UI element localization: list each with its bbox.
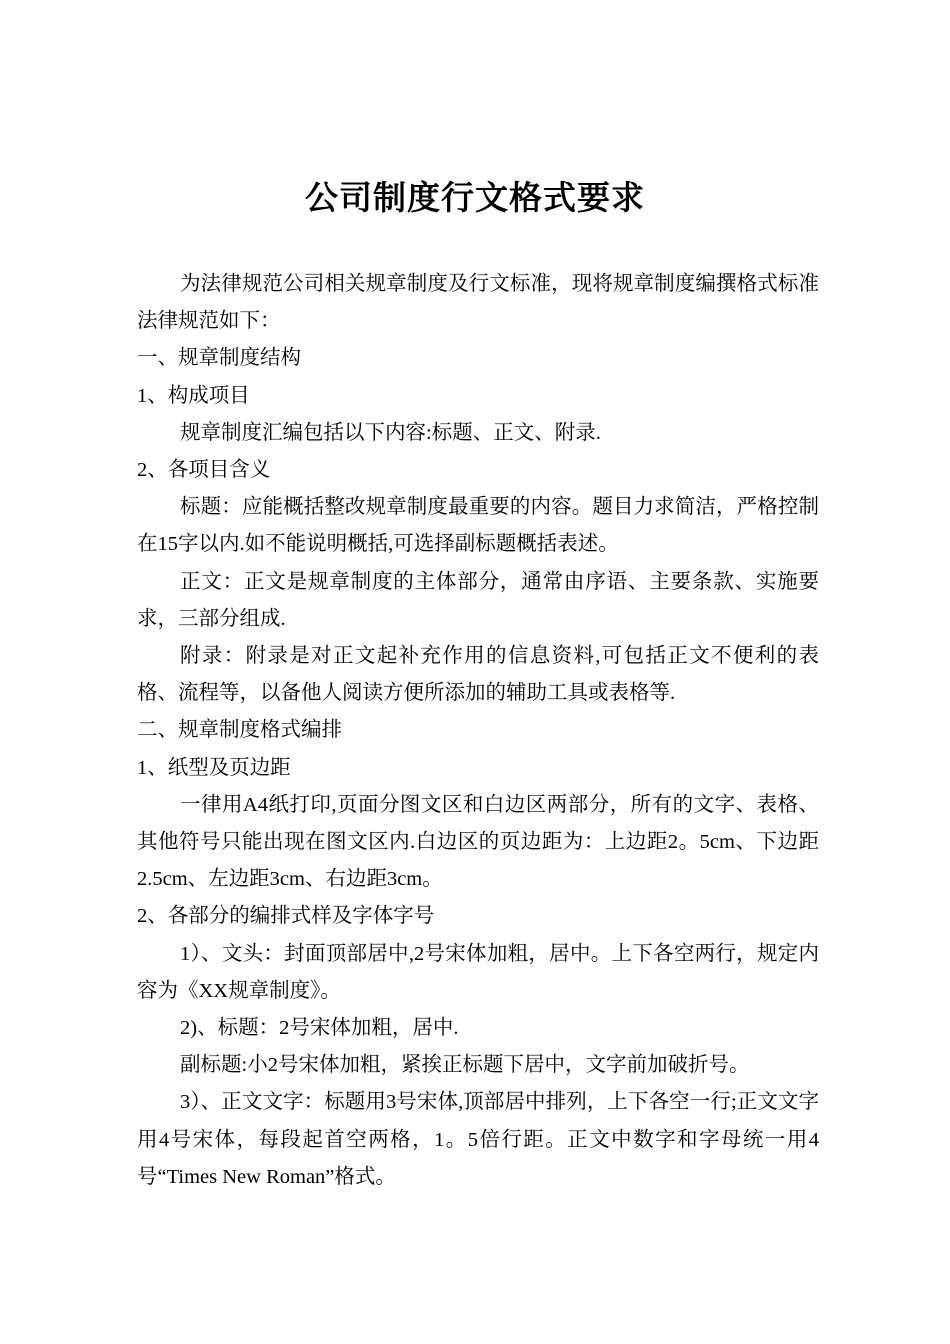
subsection-heading-2-2: 2、各部分的编排式样及字体字号 [137,905,435,928]
paragraph-title-meaning: 标题：应能概括整改规章制度最重要的内容。题目力求简洁，严格控制在15字以内.如不能说明概括,可选择副标题概括表述。 [137,496,819,556]
paragraph-composition: 规章制度汇编包括以下内容:标题、正文、附录. [180,421,601,444]
document-body [137,266,819,1196]
subsection-heading-1-2: 2、各项目含义 [137,459,271,482]
subsection-heading-2-1: 1、纸型及页边距 [137,756,291,779]
section-heading-1: 一、规章制度结构 [137,347,301,370]
document-title: 公司制度行文格式要求 [305,181,645,217]
subsection-heading-1-1: 1、构成项目 [137,384,250,407]
paragraph-appendix-meaning: 附录：附录是对正文起补充作用的信息资料,可包括正文不便利的表格、流程等，以备他人阅读方便所添加的辅助工具或表格等. [137,645,819,705]
paragraph-title-format: 2)、标题：2号宋体加粗，居中. [180,1017,459,1040]
paragraph-body-text-format: 3）、正文文字：标题用3号宋体,顶部居中排列，上下各空一行;正文文字用4号宋体，每段起首空两格，1。5倍行距。正文中数字和字母统一用4号“Times New Roman”格式。 [137,1091,819,1188]
section-heading-2: 二、规章制度格式编排 [137,719,342,742]
paragraph-paper-margins: 一律用A4纸打印,页面分图文区和白边区两部分，所有的文字、表格、其他符号只能出现在图文区内.白边区的页边距为：上边距2。5cm、下边距2.5cm、左边距3cm、右边距3cm。 [137,793,819,891]
intro-paragraph: 为法律规范公司相关规章制度及行文标准，现将规章制度编撰格式标准法律规范如下： [137,273,819,333]
paragraph-header-format: 1）、文头：封面顶部居中,2号宋体加粗，居中。上下各空两行，规定内容为《XX规章制度》。 [137,942,819,1002]
paragraph-subtitle-format: 副标题:小2号宋体加粗，紧挨正标题下居中，文字前加破折号。 [180,1054,750,1077]
paragraph-body-meaning: 正文：正文是规章制度的主体部分，通常由序语、主要条款、实施要求，三部分组成. [137,570,819,630]
